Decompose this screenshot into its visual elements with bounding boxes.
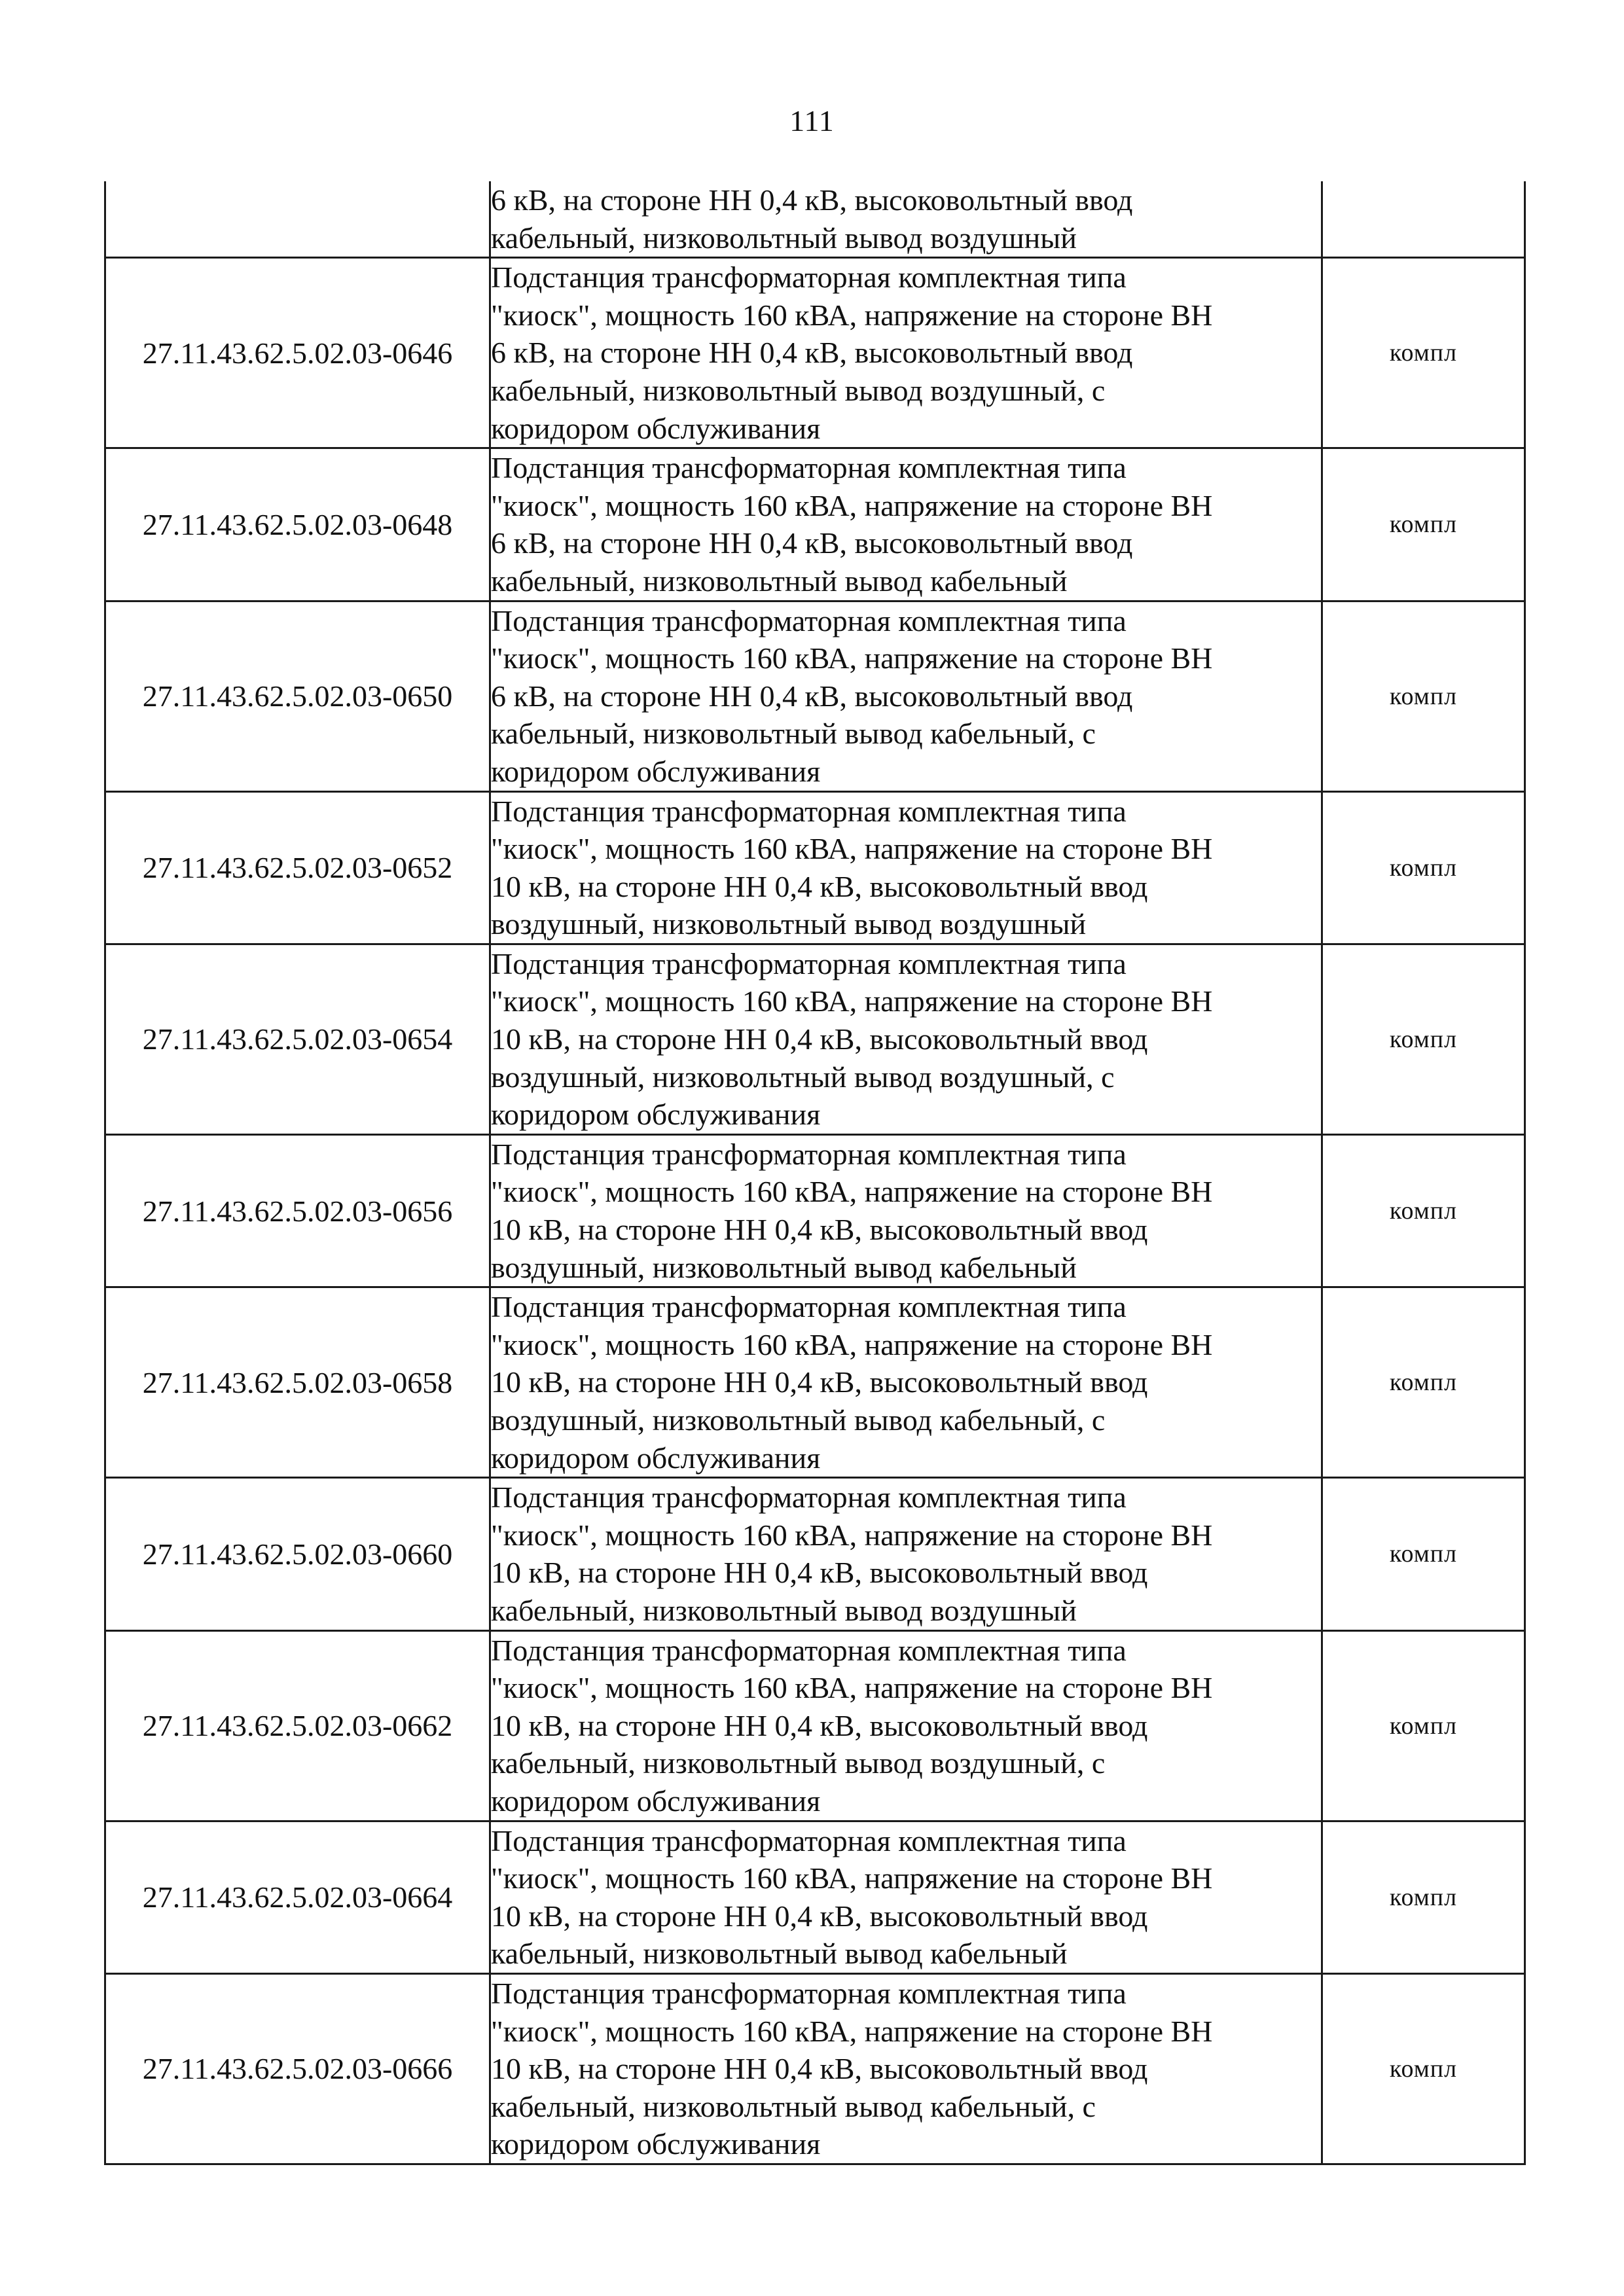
description-line: "киоск", мощность 160 кВА, напряжение на стороне ВН [491,488,1213,522]
description-line: кабельный, низковольтный вывод кабельный, с [491,2089,1096,2123]
description-line: 10 кВ, на стороне НН 0,4 кВ, высоковольтный ввод [491,1708,1148,1742]
description-line: "киоск", мощность 160 кВА, напряжение на стороне ВН [491,2014,1213,2048]
unit-of-measure: компл [1322,791,1525,944]
resource-description [490,944,1322,1134]
resource-code: 27.11.43.62.5.02.03-0666 [105,1973,490,2164]
description-line: 10 кВ, на стороне НН 0,4 кВ, высоковольтный ввод [491,2052,1148,2086]
catalog-table [104,181,1526,2165]
description-line: кабельный, низковольтный вывод воздушный, с [491,373,1106,407]
description-line: кабельный, низковольтный вывод кабельный [491,564,1068,598]
description-line: Подстанция трансформаторная комплектная типа [491,1480,1127,1515]
description-line: Подстанция трансформаторная комплектная типа [491,1823,1127,1857]
table-row [105,181,1525,258]
description-line: 6 кВ, на стороне НН 0,4 кВ, высоковольтный ввод [491,336,1133,370]
page-number: 111 [789,104,835,137]
unit-of-measure: компл [1322,944,1525,1134]
resource-description [490,1973,1322,2164]
description-line: "киоск", мощность 160 кВА, напряжение на стороне ВН [491,641,1213,675]
resource-description [490,601,1322,791]
description-line: "киоск", мощность 160 кВА, напряжение на стороне ВН [491,1327,1213,1361]
description-line: коридором обслуживания [491,1784,821,1818]
table-row [105,601,1525,791]
description-line: кабельный, низковольтный вывод воздушный, с [491,1746,1106,1780]
table-row [105,448,1525,601]
description-line: воздушный, низковольтный вывод кабельный [491,1250,1077,1284]
unit-of-measure: компл [1322,1287,1525,1478]
resource-code: 27.11.43.62.5.02.03-0658 [105,1287,490,1478]
table-row [105,1134,1525,1287]
resource-code [105,181,490,258]
description-line: Подстанция трансформаторная комплектная типа [491,1633,1127,1667]
description-line: кабельный, низковольтный вывод кабельный [491,1937,1068,1971]
resource-code: 27.11.43.62.5.02.03-0648 [105,448,490,601]
table-row [105,791,1525,944]
unit-of-measure: компл [1322,1973,1525,2164]
resource-code: 27.11.43.62.5.02.03-0664 [105,1821,490,1973]
description-line: воздушный, низковольтный вывод кабельный, с [491,1403,1106,1437]
table-row [105,258,1525,448]
description-line: коридором обслуживания [491,754,821,788]
resource-description [490,181,1322,258]
description-line: коридором обслуживания [491,1098,821,1132]
description-line: "киоск", мощность 160 кВА, напряжение на стороне ВН [491,1861,1213,1895]
description-line: 10 кВ, на стороне НН 0,4 кВ, высоковольтный ввод [491,869,1148,903]
unit-of-measure [1322,181,1525,258]
resource-code: 27.11.43.62.5.02.03-0662 [105,1630,490,1821]
table-row [105,1287,1525,1478]
resource-code: 27.11.43.62.5.02.03-0650 [105,601,490,791]
resource-code: 27.11.43.62.5.02.03-0660 [105,1478,490,1630]
description-line: 10 кВ, на стороне НН 0,4 кВ, высоковольтный ввод [491,1022,1148,1056]
description-line: "киоск", мощность 160 кВА, напряжение на стороне ВН [491,1175,1213,1209]
unit-of-measure: компл [1322,601,1525,791]
unit-of-measure: компл [1322,258,1525,448]
description-line: Подстанция трансформаторная комплектная типа [491,451,1127,485]
table-row [105,1478,1525,1630]
description-line: 10 кВ, на стороне НН 0,4 кВ, высоковольтный ввод [491,1213,1148,1247]
resource-description [490,1134,1322,1287]
table-row [105,1973,1525,2164]
description-line: "киоск", мощность 160 кВА, напряжение на стороне ВН [491,1518,1213,1552]
description-line: Подстанция трансформаторная комплектная типа [491,603,1127,637]
description-line: 6 кВ, на стороне НН 0,4 кВ, высоковольтный ввод [491,526,1133,560]
resource-description [490,258,1322,448]
resource-code: 27.11.43.62.5.02.03-0652 [105,791,490,944]
description-line: Подстанция трансформаторная комплектная типа [491,260,1127,295]
description-line: 10 кВ, на стороне НН 0,4 кВ, высоковольтный ввод [491,1365,1148,1399]
unit-of-measure: компл [1322,448,1525,601]
description-line: кабельный, низковольтный вывод кабельный, с [491,717,1096,751]
description-line: Подстанция трансформаторная комплектная типа [491,1976,1127,2010]
resource-description [490,791,1322,944]
description-line: коридором обслуживания [491,2127,821,2161]
description-line: коридором обслуживания [491,1441,821,1475]
unit-of-measure: компл [1322,1478,1525,1630]
description-line: "киоск", мощность 160 кВА, напряжение на стороне ВН [491,832,1213,866]
table-row [105,944,1525,1134]
resource-description [490,1478,1322,1630]
resource-description [490,448,1322,601]
resource-code: 27.11.43.62.5.02.03-0646 [105,258,490,448]
unit-of-measure: компл [1322,1630,1525,1821]
description-line: 10 кВ, на стороне НН 0,4 кВ, высоковольтный ввод [491,1899,1148,1933]
description-line: кабельный, низковольтный вывод воздушный [491,1593,1077,1627]
unit-of-measure: компл [1322,1821,1525,1973]
description-line: Подстанция трансформаторная комплектная типа [491,1137,1127,1171]
description-line: "киоск", мощность 160 кВА, напряжение на стороне ВН [491,298,1213,332]
description-line: "киоск", мощность 160 кВА, напряжение на стороне ВН [491,1671,1213,1705]
description-line: коридором обслуживания [491,411,821,445]
description-line: "киоск", мощность 160 кВА, напряжение на стороне ВН [491,984,1213,1018]
description-line: 10 кВ, на стороне НН 0,4 кВ, высоковольтный ввод [491,1556,1148,1590]
description-line: Подстанция трансформаторная комплектная типа [491,794,1127,828]
description-line: воздушный, низковольтный вывод воздушный [491,907,1087,941]
table-row [105,1630,1525,1821]
resource-description [490,1821,1322,1973]
description-line: 6 кВ, на стороне НН 0,4 кВ, высоковольтный ввод [491,183,1133,217]
description-line: Подстанция трансформаторная комплектная типа [491,946,1127,980]
resource-code: 27.11.43.62.5.02.03-0654 [105,944,490,1134]
resource-description [490,1287,1322,1478]
description-line: 6 кВ, на стороне НН 0,4 кВ, высоковольтный ввод [491,679,1133,713]
catalog-table-body [105,181,1525,2164]
table-row [105,1821,1525,1973]
resource-code: 27.11.43.62.5.02.03-0656 [105,1134,490,1287]
description-line: кабельный, низковольтный вывод воздушный [491,221,1077,255]
unit-of-measure: компл [1322,1134,1525,1287]
resource-description [490,1630,1322,1821]
description-line: Подстанция трансформаторная комплектная типа [491,1290,1127,1324]
description-line: воздушный, низковольтный вывод воздушный, с [491,1060,1115,1094]
